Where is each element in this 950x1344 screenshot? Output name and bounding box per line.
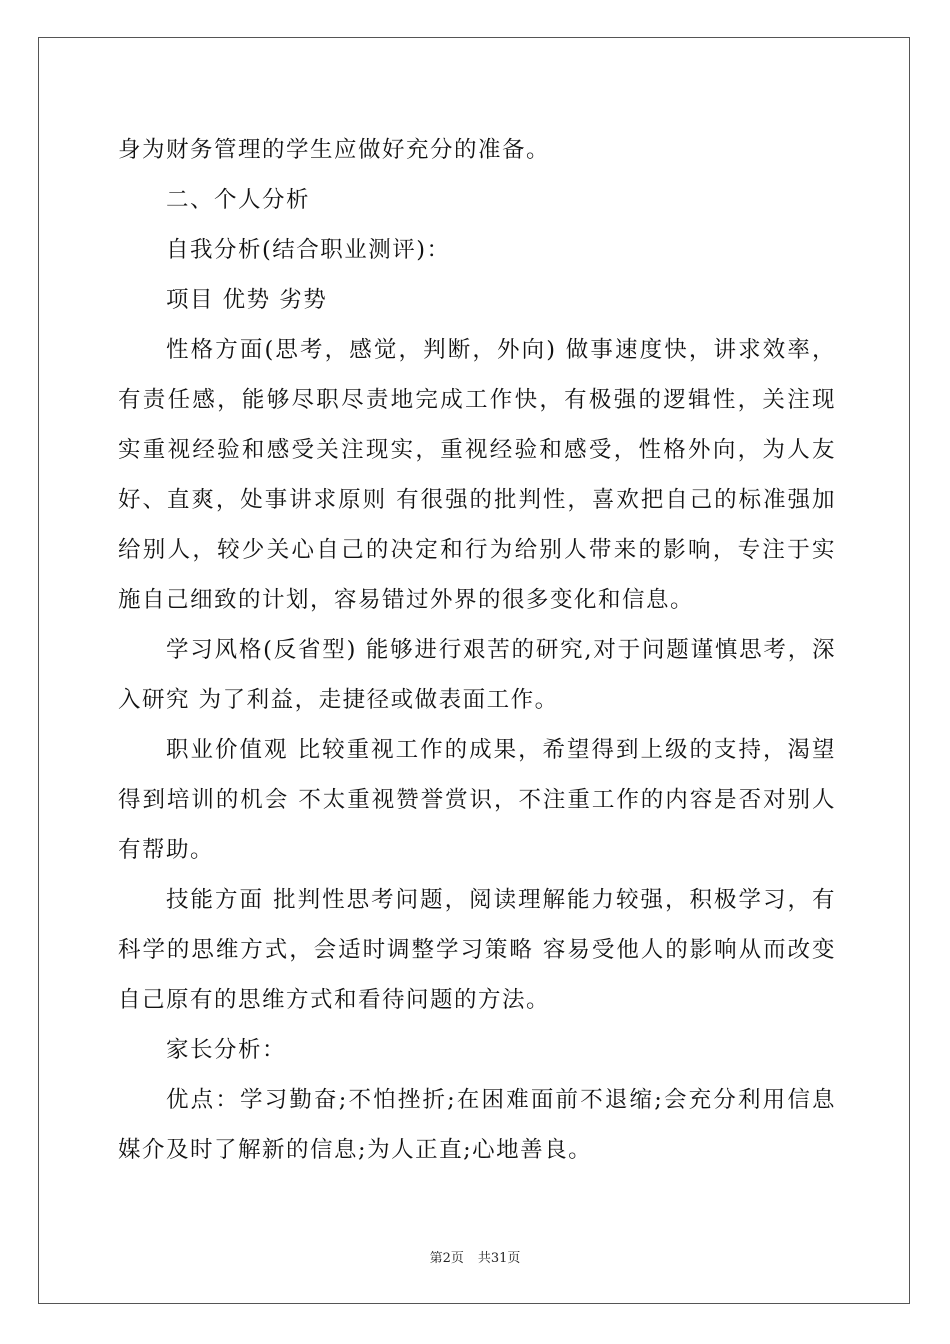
paragraph-skills: 技能方面 批判性思考问题，阅读理解能力较强，积极学习，有科学的思维方式，会适时调整学习策略 容易受他人的影响从而改变自己原有的思维方式和看待问题的方法。 bbox=[118, 887, 836, 1013]
paragraph-intro-end: 身为财务管理的学生应做好充分的准备。 bbox=[118, 137, 551, 163]
page-total: 共31页 bbox=[477, 1251, 521, 1266]
paragraph-learning-style: 学习风格(反省型) 能够进行艰苦的研究,对于问题谨慎思考，深入研究 为了利益，走捷径或做表面工作。 bbox=[118, 637, 836, 713]
subheading-parent-analysis: 家长分析： bbox=[166, 1037, 287, 1063]
paragraph-personality: 性格方面(思考，感觉，判断，外向) 做事速度快，讲求效率，有责任感，能够尽职尽责地完成工作快，有极强的逻辑性，关注现实重视经验和感受关注现实，重视经验和感受，性格外向，为人友好、直爽，处事讲求原则 有很强的批判性，喜欢把自己的标准强加给别人，较少关心自己的决定和行为给别人带来的影响，专注于实施自己细致的计划，容易错过外界的很多变化和信息。 bbox=[118, 337, 836, 613]
document-body bbox=[118, 125, 836, 1175]
section-heading-personal-analysis: 二、个人分析 bbox=[166, 187, 311, 213]
paragraph-strengths: 优点：学习勤奋;不怕挫折;在困难面前不退缩;会充分利用信息媒介及时了解新的信息;为人正直;心地善良。 bbox=[118, 1087, 836, 1163]
table-header-line: 项目 优势 劣势 bbox=[166, 287, 328, 313]
page-footer bbox=[0, 1247, 950, 1266]
subheading-self-analysis: 自我分析(结合职业测评)： bbox=[166, 237, 451, 263]
paragraph-career-values: 职业价值观 比较重视工作的成果，希望得到上级的支持，渴望得到培训的机会 不太重视赞誉赏识，不注重工作的内容是否对别人有帮助。 bbox=[118, 737, 836, 863]
page-number: 第2页 bbox=[429, 1251, 464, 1266]
